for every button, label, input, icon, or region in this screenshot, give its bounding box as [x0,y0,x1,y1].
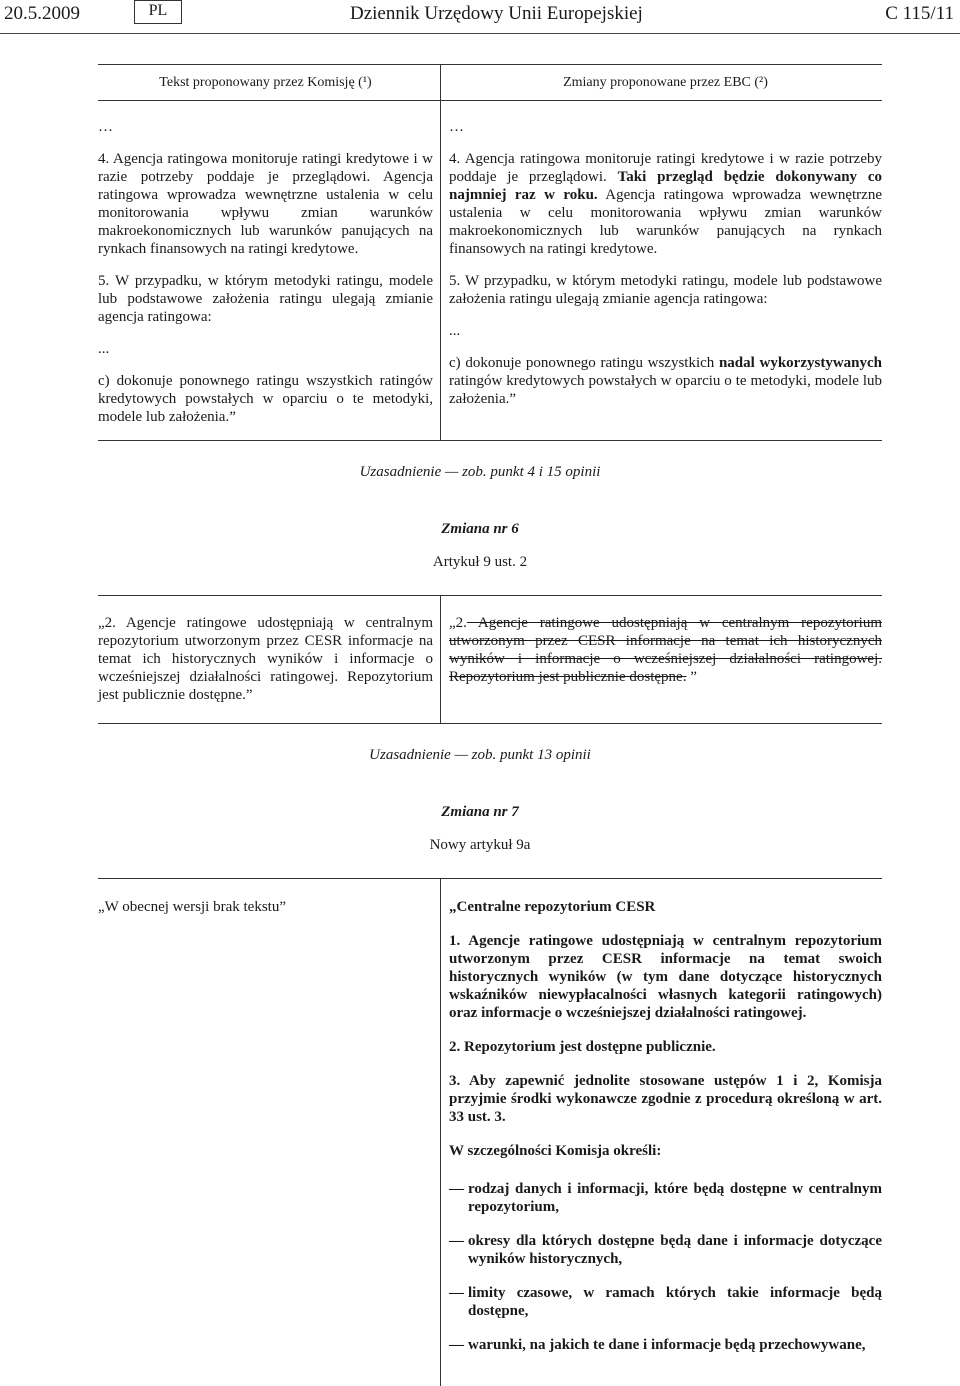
amendment-6-right-deleted: Agencje ratingowe udostępniają w centralnym repozytorium utworzonym przez CESR informacje na temat ich historycznych wyników i informacje o wcześniejszej działalności ratingowej. Repozytorium jest publicznie dostępne. [449,615,882,685]
amendment-6-subtitle: Artykuł 9 ust. 2 [432,554,528,570]
table1-left-column [98,118,433,440]
right-pc-text-b: ratingów kredytowych powstałych w oparciu o te metodyki, modele lub założenia.” [449,373,882,407]
journal-title: Dziennik Urzędowy Unii Europejskiej [350,3,643,24]
table2-top-rule [98,595,882,596]
page-header [0,0,960,34]
page-number: C 115/11 [885,3,954,24]
right-ellipsis: … [449,119,464,135]
table1-right-column-heading: Zmiany proponowane przez EBC (²) [563,75,768,90]
justification-1: Uzasadnienie — zob. punkt 4 i 15 opinii [359,464,601,480]
amendment-7-paragraph-4: W szczególności Komisja określi: [449,1143,662,1159]
list-item-text: warunki, na jakich te dane i informacje będą przechowywane, [468,1337,866,1353]
left-dots: ... [98,341,110,357]
right-p4-text-b: Agencja ratingowa wprowadza wewnętrzne ustalenia w celu monitorowania wpływu zmian warunków makroekonomicznych lub warunków panujących na rynkach finansowych na ratingi kredytowe. [449,187,882,257]
right-pc-text-a: c) dokonuje ponownego ratingu wszystkich [449,355,719,371]
publication-date: 20.5.2009 [4,3,80,24]
amendment-7-paragraph-3: 3. Aby zapewnić jednolite stosowane ustępów 1 i 2, Komisja przyjmie środki wykonawcze zgodnie z procedurą określoną w art. 33 ust. 3. [449,1073,882,1125]
amendment-7-paragraph-1: 1. Agencje ratingowe udostępniają w centralnym repozytorium utworzonym przez CESR informacje na temat swoich historycznych wyników (w tym dane dotyczące historycznych wskaźników niewypłacalności własnych kategorii ratingowych) oraz informacje o wcześniejszej działalności ratingowej. [449,933,882,1021]
right-p4-bold-insert: Taki przegląd będzie dokonywany co najmniej raz w roku. [449,169,882,203]
table3-right-column [449,898,882,1354]
table1-right-column [449,118,882,422]
list-item-text: rodzaj danych i informacji, które będą dostępne w centralnym repozytorium, [468,1181,882,1215]
table1-column-divider [440,64,441,440]
right-p4-text-a: 4. Agencja ratingowa monitoruje ratingi kredytowe i w razie potrzeby poddaje je przeglądowi. [449,151,882,185]
table2-right-column [449,614,882,700]
dash-marker: — [449,1181,464,1197]
table1-header-rule [98,100,882,101]
left-paragraph-c: c) dokonuje ponownego ratingu wszystkich ratingów kredytowych powstałych w oparciu o te metodyki, modele lub założenia.” [98,373,433,425]
language-badge: PL [134,0,182,24]
table2-bottom-rule [98,723,882,724]
amendment-7-subtitle: Nowy artykuł 9a [429,837,531,853]
table3-column-divider [440,878,441,1386]
left-paragraph-4: 4. Agencja ratingowa monitoruje ratingi kredytowe i w razie potrzeby poddaje je przeglądowi. Agencja ratingowa wprowadza wewnętrzne ustalenia w celu monitorowania wpływu zmian warunków makroekonomicznych lub warunków panujących na rynkach finansowych na ratingi kredytowe. [98,151,433,257]
amendment-6-right-close: ” [686,669,697,685]
list-item-text: okresy dla których dostępne będą dane i informacje dotyczące wyników historycznych, [468,1233,882,1267]
right-dots: ... [449,323,461,339]
dash-marker: — [449,1233,464,1249]
table3-top-rule [98,878,882,879]
justification-2: Uzasadnienie — zob. punkt 13 opinii [369,747,591,763]
left-ellipsis: … [98,119,113,135]
amendment-7-left-text: „W obecnej wersji brak tekstu” [98,899,286,915]
amendment-6-left-text: „2. Agencje ratingowe udostępniają w centralnym repozytorium utworzonym przez CESR informacje na temat ich historycznych wyników i informacje o wcześniejszej działalności ratingowej. Repozytorium jest publicznie dostępne.” [98,615,433,703]
right-paragraph-5: 5. W przypadku, w którym metodyki ratingu, modele lub podstawowe założenia ratingu ulegają zmianie agencja ratingowa: [449,273,882,307]
amendment-7-heading: „Centralne repozytorium CESR [449,899,656,915]
table1-bottom-rule [98,440,882,441]
left-paragraph-5: 5. W przypadku, w którym metodyki ratingu, modele lub podstawowe założenia ratingu ulegają zmianie agencja ratingowa: [98,273,433,325]
amendment-7-title: Zmiana nr 7 [441,804,519,820]
list-item [449,1284,882,1320]
amendment-6-right-open: „2. [449,615,467,631]
table1-left-column-heading: Tekst proponowany przez Komisję (¹) [159,75,372,90]
amendment-7-paragraph-2: 2. Repozytorium jest dostępne publicznie. [449,1039,716,1055]
table3-left-column [98,898,433,930]
right-pc-bold-insert: nadal wykorzystywanych [718,355,882,371]
list-item [449,1232,882,1268]
right-paragraph-c [449,354,882,408]
dash-marker: — [449,1337,464,1353]
list-item-text: limity czasowe, w ramach których takie informacje będą dostępne, [468,1285,882,1319]
amendment-6-title: Zmiana nr 6 [441,521,519,537]
table1-top-rule [98,64,882,65]
list-item [449,1336,882,1354]
dash-marker: — [449,1285,464,1301]
table2-left-column [98,614,433,718]
amendment-6-right-text [449,614,882,686]
header-rule [0,33,960,34]
table2-column-divider [440,595,441,723]
right-paragraph-4 [449,150,882,258]
list-item [449,1180,882,1216]
